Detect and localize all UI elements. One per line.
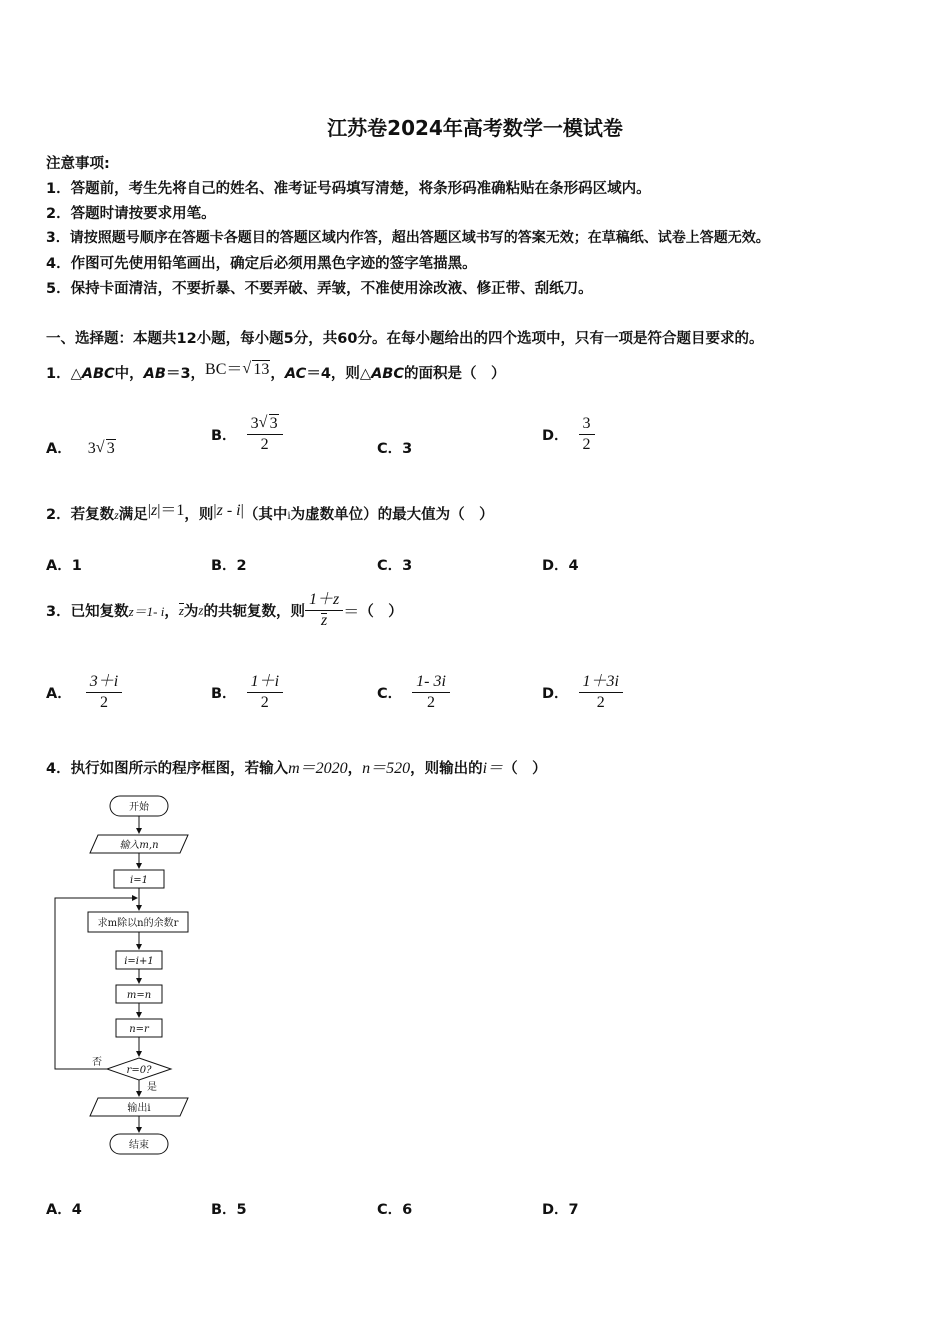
section-heading: 一、选择题：本题共12小题，每小题5分，共60分。在每小题给出的四个选项中，只有一项是符合题目要求的。 — [46, 331, 764, 347]
q2-option-b[interactable]: B．2 — [211, 558, 247, 574]
flowchart-decision-text: r=0? — [126, 1065, 152, 1076]
q3-option-a[interactable]: A． $\frac{3+i}{2}$ — [46, 672, 122, 713]
notes-heading: 注意事项: — [46, 156, 110, 172]
note-item: 5．保持卡面清洁，不要折暴、不要弄破、弄皱，不准使用涂改液、修正带、刮纸刀。 — [46, 281, 593, 297]
q1-option-b[interactable]: B． $\frac{3√ 3}{2}$ — [211, 414, 283, 455]
flowchart-yes-label: 是 — [147, 1082, 157, 1093]
q2-option-a[interactable]: A．1 — [46, 558, 82, 574]
flowchart — [40, 790, 210, 1160]
question-2-stem: 2．若复数z满足|z|＝1，则|z - i|（其中i为虚数单位）的最大值为（ ） — [46, 502, 494, 523]
q2-option-d[interactable]: D．4 — [542, 558, 579, 574]
question-1-stem: 1．△ABC中，AB＝3，BC＝√ 13，AC＝4，则△ABC的面积是（ ） — [46, 356, 506, 383]
q4-option-a[interactable]: A．4 — [46, 1202, 82, 1218]
flowchart-start-text: 开始 — [129, 802, 149, 813]
q3-option-b[interactable]: B． $\frac{1+i}{2}$ — [211, 672, 283, 713]
q1-option-a[interactable]: A． 3√ 3 — [46, 437, 116, 458]
q4-option-b[interactable]: B．5 — [211, 1202, 247, 1218]
note-item: 4．作图可先使用铅笔画出，确定后必须用黑色字迹的签字笔描黑。 — [46, 256, 477, 272]
q4-option-d[interactable]: D．7 — [542, 1202, 579, 1218]
note-item: 1．答题前，考生先将自己的姓名、准考证号码填写清楚，将条形码准确粘贴在条形码区域内。 — [46, 181, 651, 197]
q1-option-c[interactable]: C．3 — [377, 441, 413, 457]
flowchart-inc-text: i=i+1 — [124, 956, 154, 967]
flowchart-assign-m-text: m=n — [126, 990, 152, 1001]
flowchart-assign-n-text: n=r — [129, 1024, 149, 1035]
flowchart-init-text: i=1 — [130, 875, 148, 886]
flowchart-end-text: 结束 — [129, 1140, 149, 1151]
flowchart-no-label: 否 — [92, 1057, 102, 1068]
q1-option-d[interactable]: D． $\frac{3}{2}$ — [542, 414, 595, 455]
flowchart-input-text: 输入m,n — [119, 840, 159, 851]
page-title: 江苏卷2024年高考数学一模试卷 — [327, 116, 623, 140]
q3-option-c[interactable]: C． $\frac{1- 3i}{2}$ — [377, 672, 450, 713]
flowchart-output-text: 输出i — [127, 1103, 151, 1114]
note-item: 2．答题时请按要求用笔。 — [46, 206, 216, 222]
note-item: 3．请按照题号顺序在答题卡各题目的答题区域内作答，超出答题区域书写的答案无效；在草稿纸、试卷上答题无效。 — [46, 230, 770, 246]
q4-option-c[interactable]: C．6 — [377, 1202, 413, 1218]
flowchart-remainder-text: 求m除以n的余数r — [97, 918, 179, 929]
question-3-stem: 3．已知复数z＝1- i，z为z的共轭复数，则 $\frac{1+z}{z}$ ＝（ ） — [46, 591, 403, 629]
question-4-stem: 4．执行如图所示的程序框图，若输入m＝2020，n＝520，则输出的i＝（ ） — [46, 760, 547, 777]
q3-option-d[interactable]: D． $\frac{1+3i}{2}$ — [542, 672, 623, 713]
bc-expression: BC＝√ 13 — [205, 361, 270, 378]
q2-option-c[interactable]: C．3 — [377, 558, 413, 574]
